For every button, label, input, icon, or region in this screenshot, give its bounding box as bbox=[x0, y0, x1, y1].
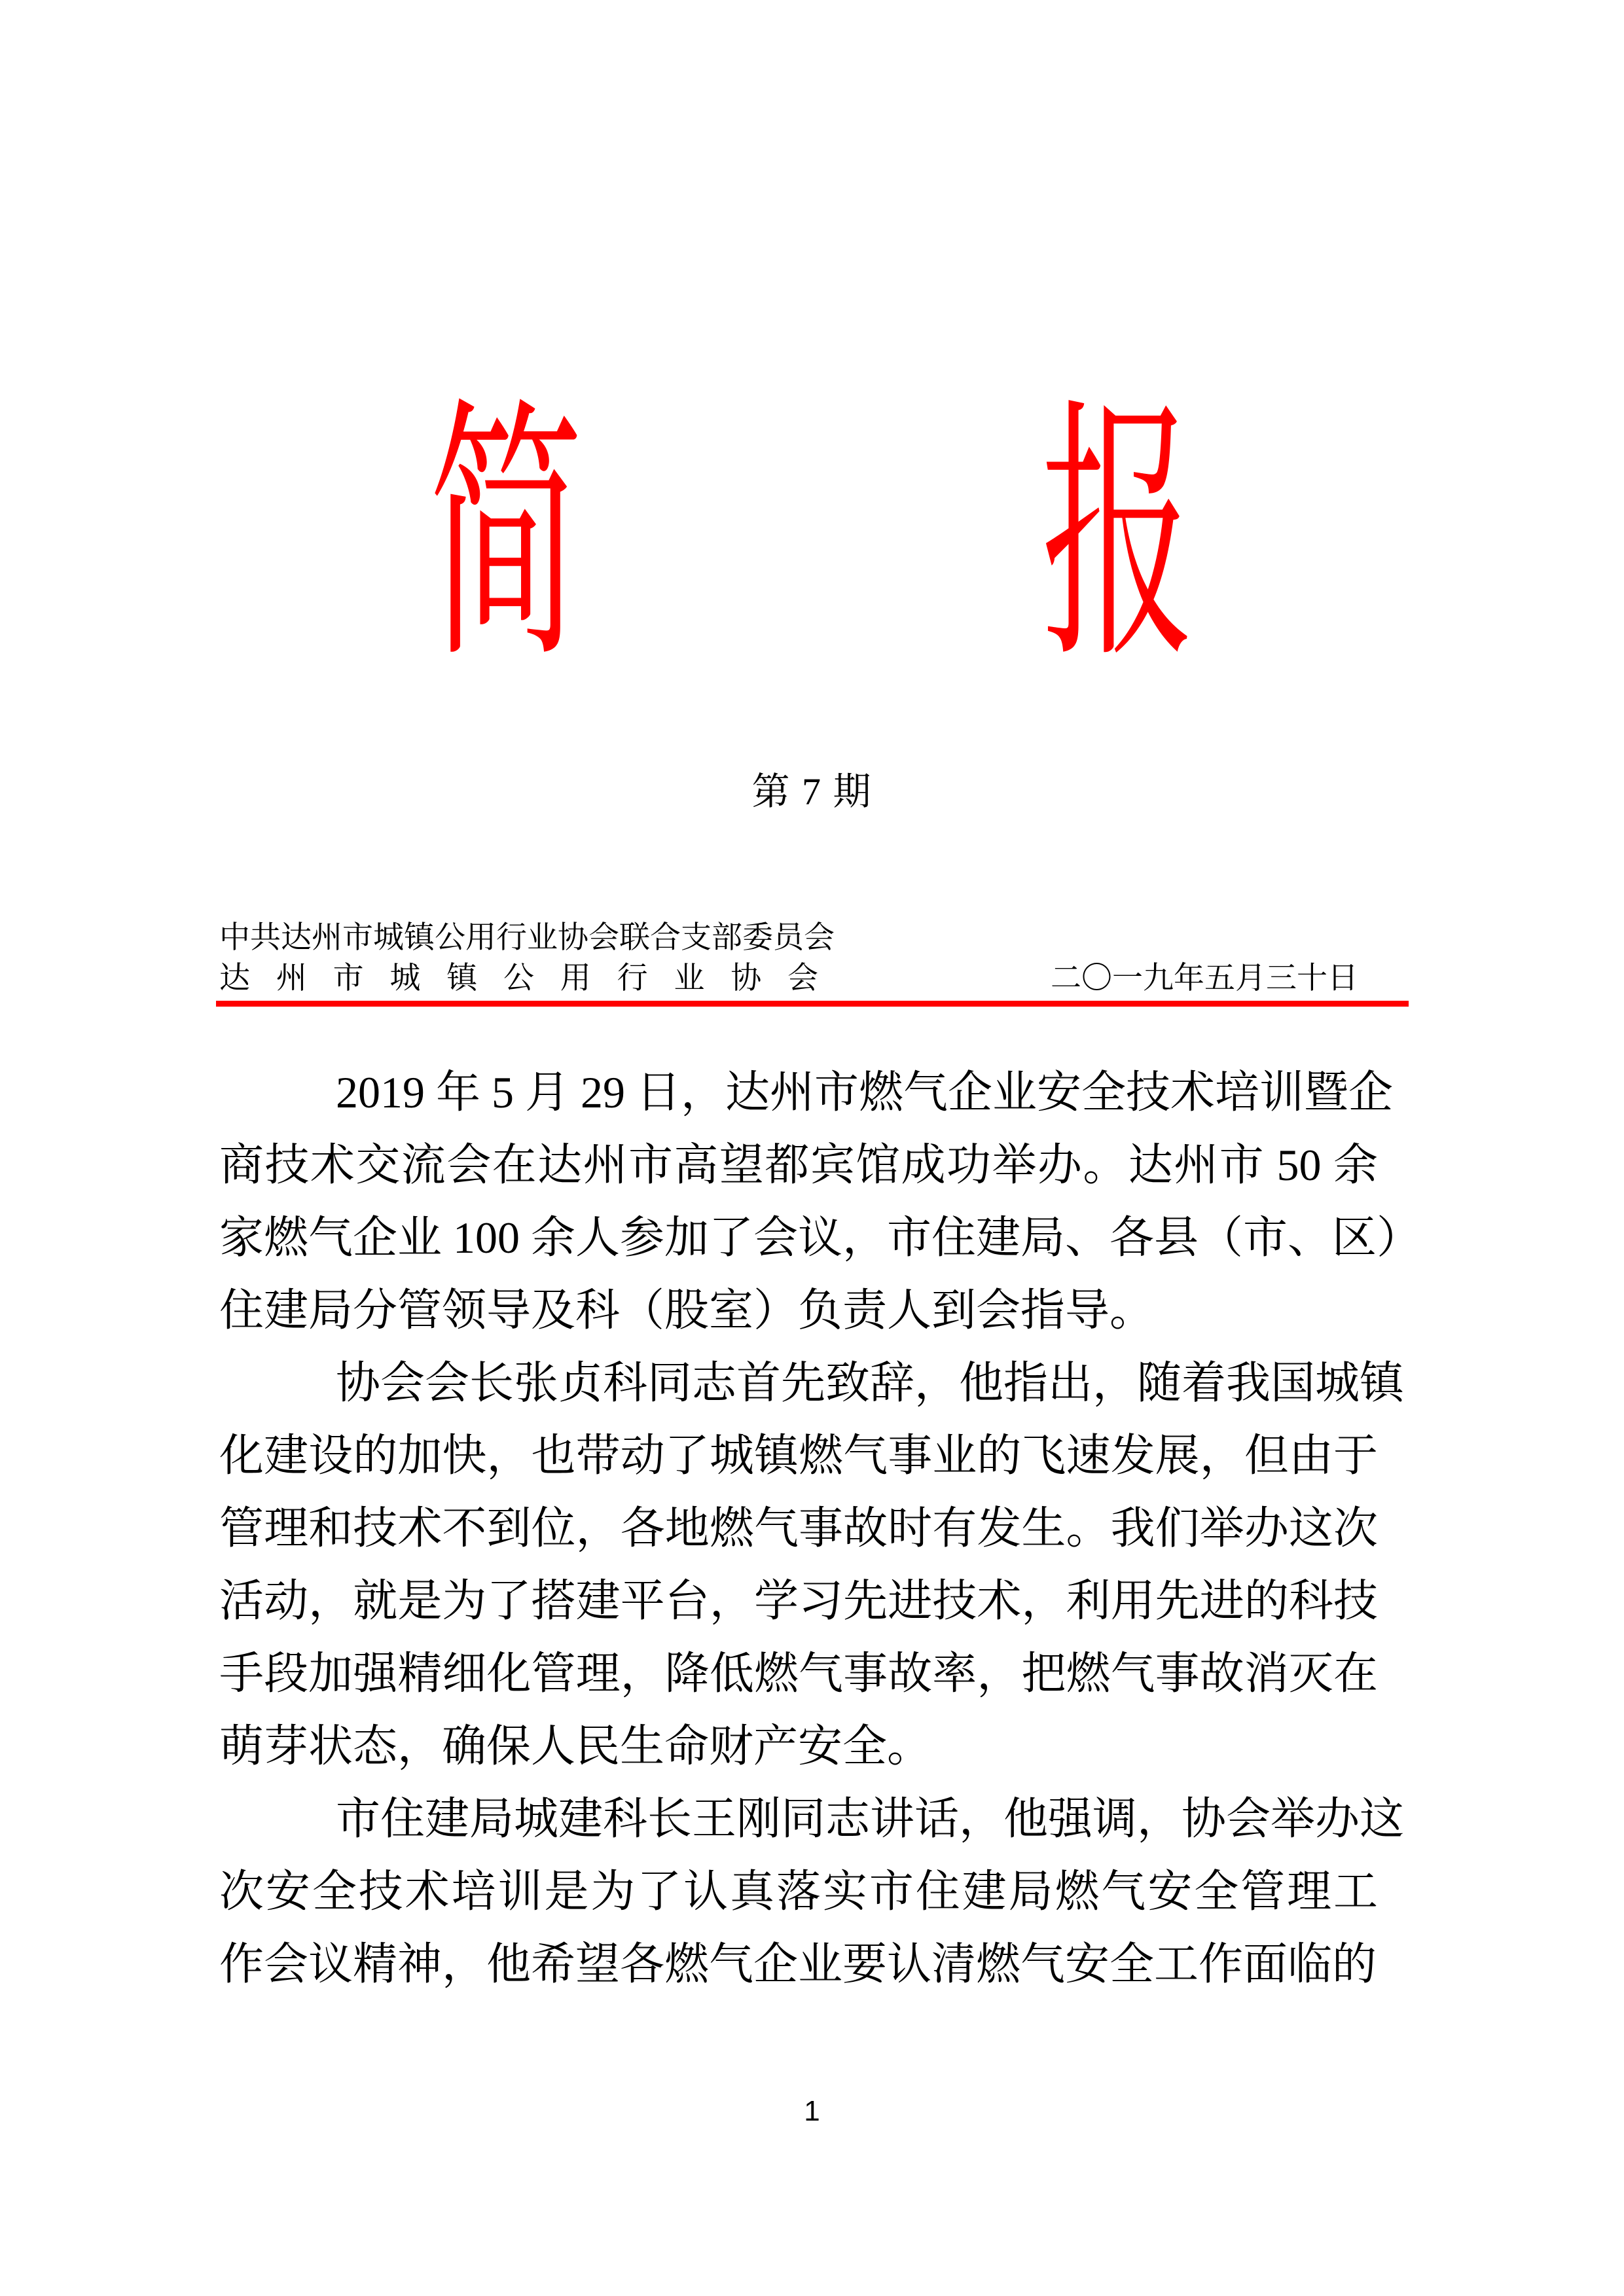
issue-number: 第 7 期 bbox=[751, 770, 873, 813]
body-text bbox=[219, 1056, 1422, 2001]
body-line: 次安全技术培训是为了认真落实市住建局燃气安全管理工 bbox=[219, 1867, 1378, 1916]
org-line-association: 达州市城镇公用行业协会 bbox=[219, 961, 818, 996]
bulletin-title bbox=[0, 386, 1624, 690]
body-line: 萌芽状态，确保人民生命财产安全。 bbox=[219, 1721, 932, 1771]
masthead-second-row bbox=[219, 958, 1409, 999]
body-line: 住建局分管领导及科（股室）负责人到会指导。 bbox=[219, 1285, 1155, 1335]
red-divider-rule bbox=[216, 1001, 1409, 1007]
body-line: 手段加强精细化管理，降低燃气事故率，把燃气事故消灭在 bbox=[219, 1649, 1378, 1698]
body-line: 市住建局城建科长王刚同志讲话，他强调，协会举办这 bbox=[336, 1794, 1405, 1844]
body-line: 管理和技术不到位，各地燃气事故时有发生。我们举办这次 bbox=[219, 1503, 1378, 1553]
body-line: 家燃气企业 100 余人参加了会议，市住建局、各县（市、区） bbox=[219, 1213, 1422, 1263]
title-char-jian: 简 bbox=[429, 386, 583, 690]
body-line: 作会议精神，他希望各燃气企业要认清燃气安全工作面临的 bbox=[219, 1939, 1377, 1989]
body-line: 2019 年 5 月 29 日，达州市燃气企业安全技术培训暨企 bbox=[336, 1067, 1394, 1117]
body-line: 协会会长张贞科同志首先致辞，他指出，随着我国城镇 bbox=[336, 1358, 1405, 1408]
body-line: 化建设的加快，也带动了城镇燃气事业的飞速发展，但由于 bbox=[219, 1431, 1378, 1480]
body-line: 商技术交流会在达州市高望都宾馆成功举办。达州市 50 余 bbox=[219, 1140, 1378, 1190]
issue-date: 二〇一九年五月三十日 bbox=[1051, 961, 1358, 996]
org-line-party-committee: 中共达州市城镇公用行业协会联合支部委员会 bbox=[219, 921, 835, 955]
title-char-bao: 报 bbox=[1041, 386, 1195, 690]
masthead bbox=[219, 918, 1409, 999]
body-line: 活动，就是为了搭建平台，学习先进技术，利用先进的科技 bbox=[219, 1576, 1378, 1626]
page-number: 1 bbox=[804, 2095, 820, 2127]
